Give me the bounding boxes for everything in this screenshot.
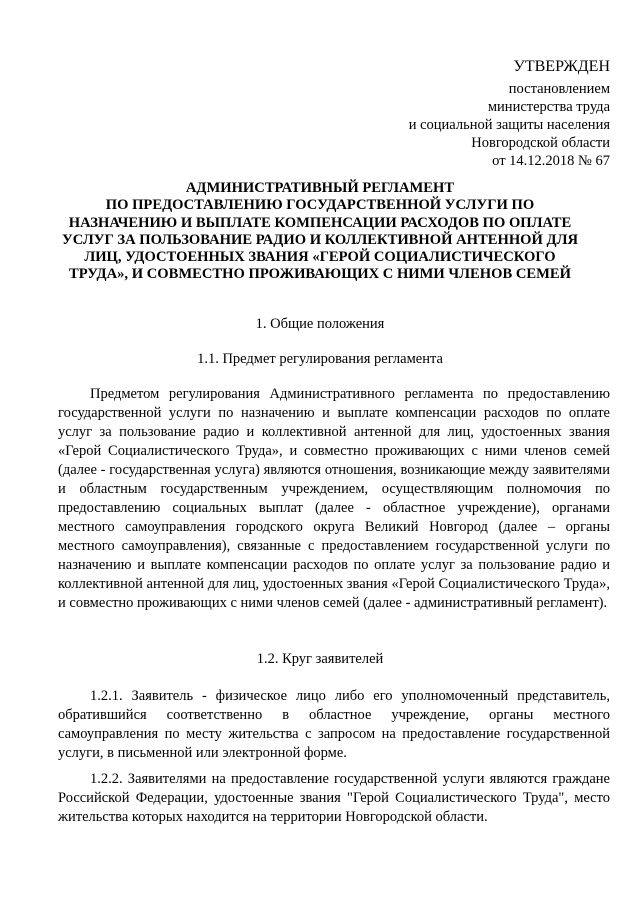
section-heading: 1. Общие положения xyxy=(255,316,385,332)
title-line: УСЛУГ ЗА ПОЛЬЗОВАНИЕ РАДИО И КОЛЛЕКТИВНОЙ АНТЕННОЙ ДЛЯ xyxy=(61,231,578,248)
paragraph-subject: Предметом регулирования Административного регламента по предоставлению государственной услуги по назначению и выплате компенсации расходов по оплате услуг за пользование радио и коллективной антенной для лиц, удостоенных звания «Герой Социалистического Труда», и совместно проживающих с ними членов семей (далее - государственная услуга) являются отношения, возникающие между заявителями и областным государственным учреждением, осуществляющим полномочия по предоставлению социальных выплат (далее - областное учреждение), органами местного самоуправления городского округа Великий Новгород (далее – органы местного самоуправления), связанные с предоставлением государственной услуги по назначению и выплате компенсации расходов по оплате услуг за пользование радио и коллективной антенной для лиц, удостоенных звания «Герой Социалистического Труда», и совместно проживающих с ними членов семей (далее - административный регламент). xyxy=(58,386,610,611)
approval-heading: УТВЕРЖДЕН xyxy=(513,58,610,75)
approval-line: постановлением xyxy=(508,81,610,97)
title-line: АДМИНИСТРАТИВНЫЙ РЕГЛАМЕНТ xyxy=(185,180,455,196)
approval-date: от 14.12.2018 № 67 xyxy=(492,153,610,169)
title-line: ТРУДА», И СОВМЕСТНО ПРОЖИВАЮЩИХ С НИМИ ЧЛЕНОВ СЕМЕЙ xyxy=(69,266,571,283)
title-line: ЛИЦ, УДОСТОЕННЫХ ЗВАНИЯ «ГЕРОЙ СОЦИАЛИСТИЧЕСКОГО xyxy=(84,249,556,266)
approval-block xyxy=(409,58,610,170)
approval-line: министерства труда xyxy=(487,99,610,115)
document-title xyxy=(30,180,610,284)
subsection-heading: 1.2. Круг заявителей xyxy=(256,651,384,667)
title-line: НАЗНАЧЕНИЮ И ВЫПЛАТЕ КОМПЕНСАЦИИ РАСХОДОВ ПО ОПЛАТЕ xyxy=(68,214,572,231)
subsection-heading: 1.1. Предмет регулирования регламента xyxy=(197,351,443,367)
paragraph-applicants: 1.2.2. Заявителями на предоставление государственной услуги являются граждане Российской Федерации, удостоенные звания "Герой Социалистического Труда", место жительства которых находится на территории Новгородской области. xyxy=(58,771,610,825)
approval-line: Новгородской области xyxy=(471,135,610,151)
paragraph-applicant: 1.2.1. Заявитель - физическое лицо либо его уполномоченный представитель, обратившийся соответственно в областное учреждение, органы местного самоуправления по месту жительства с запросом на предоставление государственной услуги, в письменной или электронной форме. xyxy=(58,688,610,761)
approval-line: и социальной защиты населения xyxy=(408,117,610,133)
title-line: ПО ПРЕДОСТАВЛЕНИЮ ГОСУДАРСТВЕННОЙ УСЛУГИ ПО xyxy=(105,197,535,214)
